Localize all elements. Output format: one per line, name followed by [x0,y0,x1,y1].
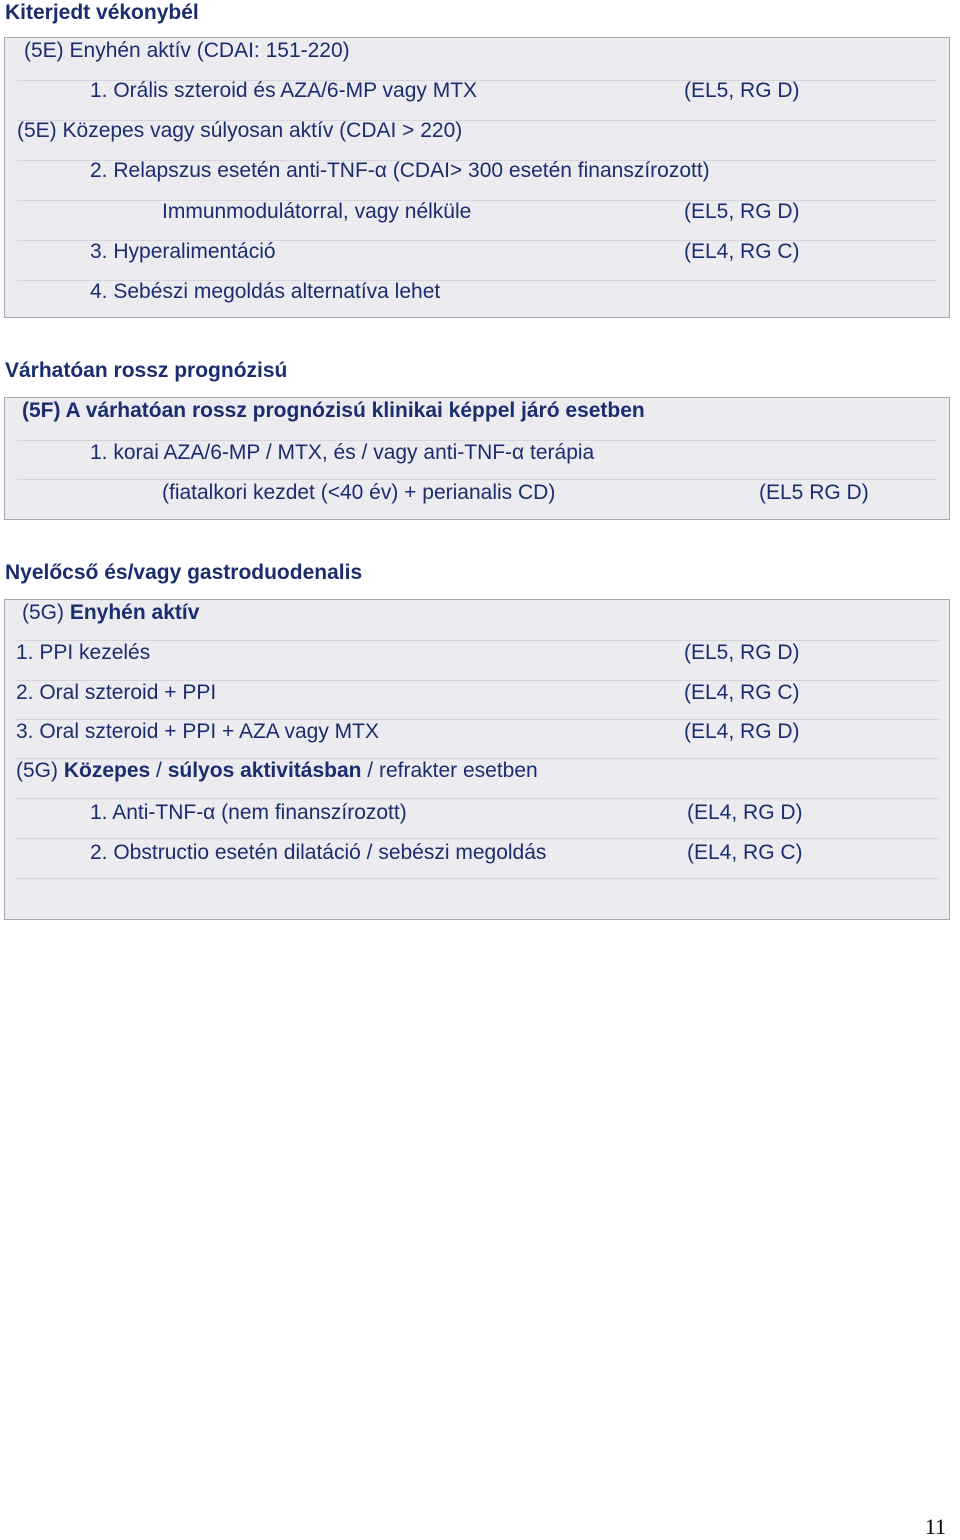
item-anti-tnf-nem-finanszirozott: 1. Anti-TNF-α (nem finanszírozott) [90,801,407,824]
subgroup-5e-enyhen-aktiv: (5E) Enyhén aktív (CDAI: 151-220) [24,39,350,62]
item-korai-aza-terapia: 1. korai AZA/6-MP / MTX, és / vagy anti-TNF-α terápia [90,441,595,464]
subgroup-label-sulyos: súlyos aktivitásban [167,759,362,782]
item-oralis-szteroid: 1. Orális szteroid és AZA/6-MP vagy MTX [90,79,478,102]
page-number: 11 [924,1514,946,1539]
section-heading-kiterjedt-vekonybel: Kiterjedt vékonybél [5,1,199,24]
evidence-level: (EL4, RG C) [687,841,803,864]
subgroup-5g-kozepes-sulyos [16,758,538,784]
subgroup-5f: (5F) A várhatóan rossz prognózisú klinikai képpel járó esetben [22,399,645,422]
subgroup-label-kozepes: Közepes [63,759,151,782]
evidence-level: (EL4, RG C) [684,681,800,704]
section-heading-rossz-prognozis: Várhatóan rossz prognózisú [5,359,288,382]
subgroup-code: (5G) [22,601,64,624]
item-obstructio-dilatacio: 2. Obstructio esetén dilatáció / sebészi megoldás [90,841,547,864]
row-separator [15,878,939,879]
item-fiatalkori-kezdet: (fiatalkori kezdet (<40 év) + perianalis CD) [162,481,556,504]
subgroup-code: (5G) [16,759,58,782]
item-immunmodulatorral: Immunmodulátorral, vagy nélküle [162,200,472,223]
evidence-level: (EL4, RG C) [684,240,800,263]
row-separator [15,798,939,799]
evidence-level: (EL4, RG D) [687,801,803,824]
section-heading-nyelocso: Nyelőcső és/vagy gastroduodenalis [5,561,363,584]
subgroup-label: Enyhén aktív [69,601,200,624]
evidence-level: (EL5, RG D) [684,641,800,664]
evidence-level: (EL5, RG D) [684,200,800,223]
subgroup-5e-kozepes-sulyos: (5E) Közepes vagy súlyosan aktív (CDAI > 220) [17,119,463,142]
item-ppi-kezeles: 1. PPI kezelés [16,641,151,664]
subgroup-5g-enyhen-aktiv [22,600,199,626]
subgroup-suffix: / refrakter esetben [361,759,538,782]
evidence-level: (EL5, RG D) [684,79,800,102]
subgroup-separator: / [150,759,168,782]
item-sebeszi-megoldas: 4. Sebészi megoldás alternatíva lehet [90,280,441,303]
item-hyperalimentacio: 3. Hyperalimentáció [90,240,276,263]
row-separator [15,640,939,641]
item-oral-szteroid-ppi-aza: 3. Oral szteroid + PPI + AZA vagy MTX [16,720,379,743]
item-relapszus-anti-tnf: 2. Relapszus esetén anti-TNF-α (CDAI> 300 esetén finanszírozott) [90,159,710,182]
evidence-level: (EL4, RG D) [684,720,800,743]
row-separator [15,838,939,839]
item-oral-szteroid-ppi: 2. Oral szteroid + PPI [16,681,217,704]
evidence-level: (EL5 RG D) [759,481,869,504]
